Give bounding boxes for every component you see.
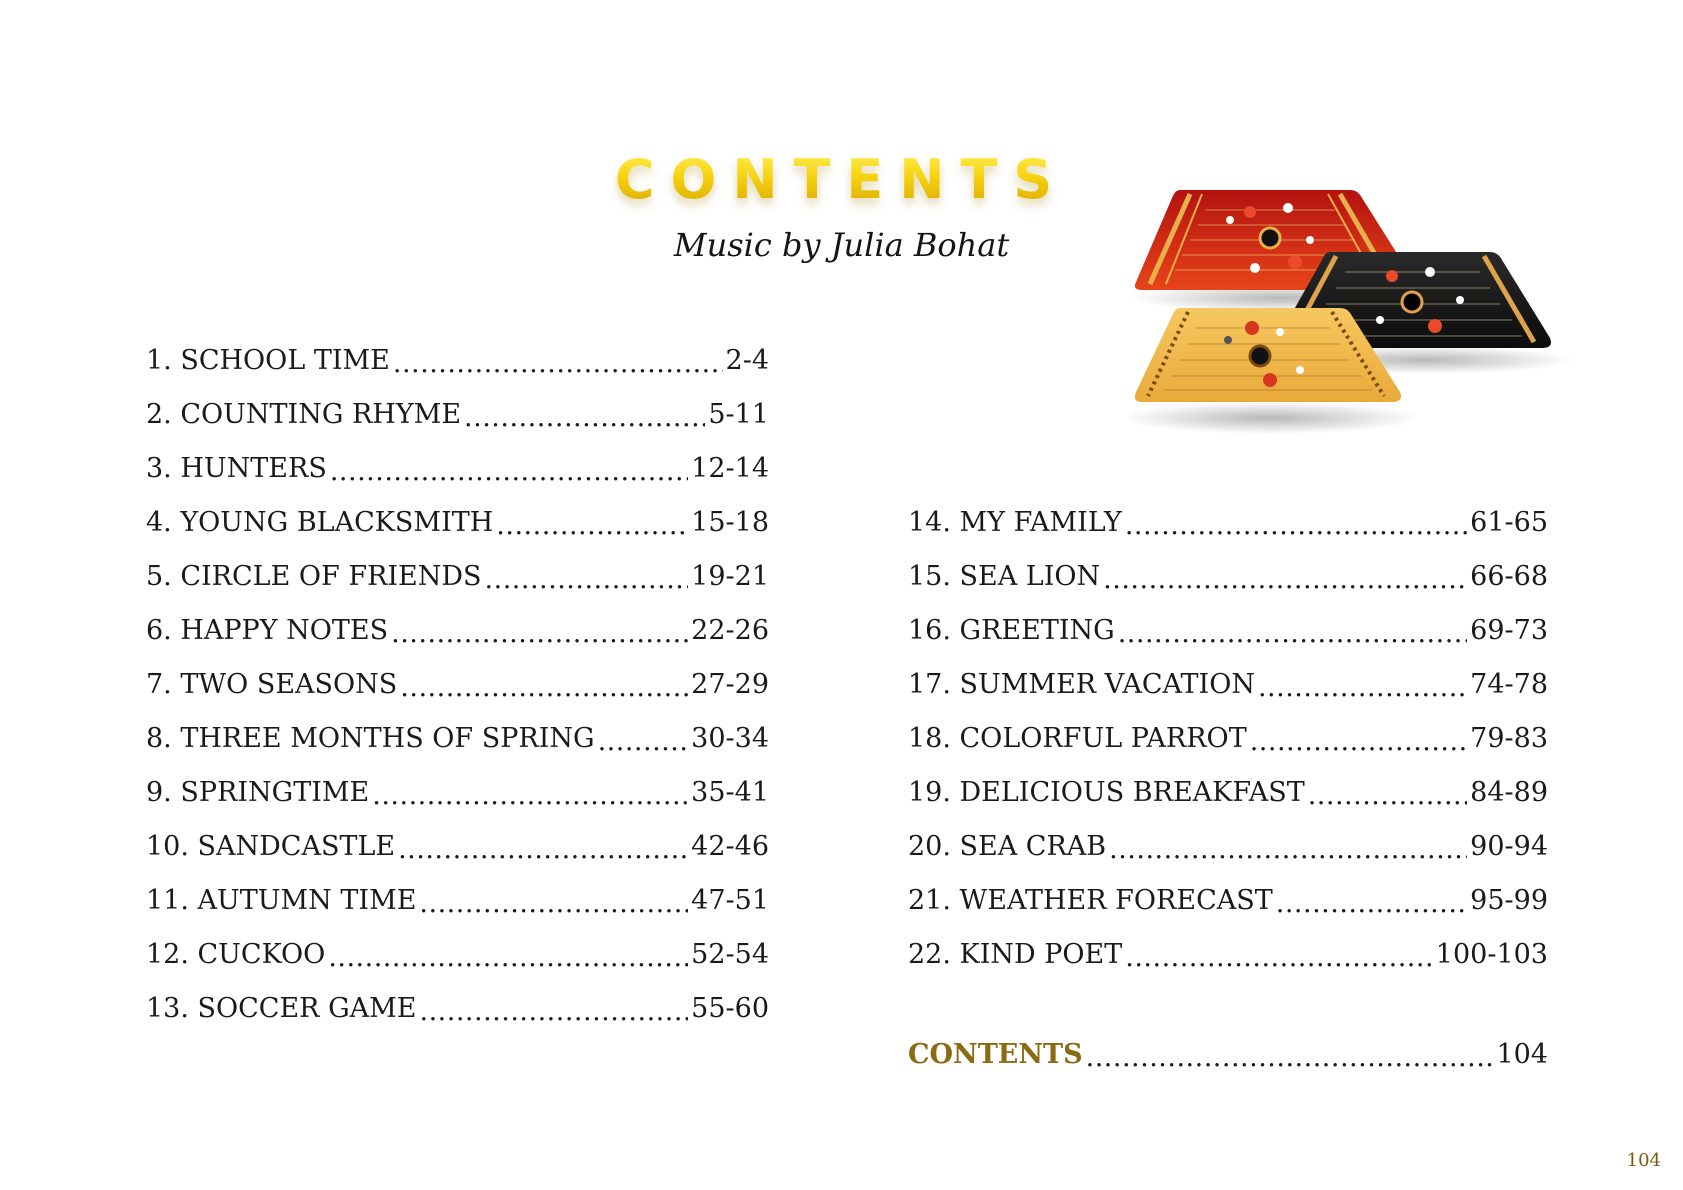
toc-entry[interactable]	[908, 873, 1548, 927]
toc-entry[interactable]	[146, 927, 769, 981]
toc-leader-dots	[1258, 672, 1467, 703]
toc-entry-title: 12. CUCKOO	[146, 938, 326, 970]
toc-entry[interactable]	[908, 927, 1548, 981]
toc-entry[interactable]	[908, 603, 1548, 657]
toc-entry-title: 19. DELICIOUS BREAKFAST	[908, 776, 1305, 808]
toc-entry-pages: 55-60	[691, 992, 769, 1024]
toc-leader-dots	[1118, 618, 1467, 649]
toc-leader-dots	[391, 618, 688, 649]
toc-leader-dots	[400, 672, 688, 703]
toc-entry[interactable]	[908, 711, 1548, 765]
toc-entry[interactable]	[146, 981, 769, 1035]
toc-contents-title: CONTENTS	[908, 1038, 1083, 1070]
toc-entry[interactable]	[908, 765, 1548, 819]
toc-entry-pages: 66-68	[1470, 560, 1548, 592]
toc-entry-title: 15. SEA LION	[908, 560, 1101, 592]
toc-entry[interactable]	[146, 657, 769, 711]
toc-entry[interactable]	[908, 657, 1548, 711]
toc-entry[interactable]	[146, 603, 769, 657]
toc-entry[interactable]	[146, 711, 769, 765]
toc-entry-title: 18. COLORFUL PARROT	[908, 722, 1247, 754]
toc-entry-title: 5. CIRCLE OF FRIENDS	[146, 560, 482, 592]
toc-entry[interactable]	[146, 441, 769, 495]
toc-entry[interactable]	[908, 549, 1548, 603]
toc-right-column	[908, 495, 1548, 981]
toc-entry-pages: 19-21	[691, 560, 769, 592]
toc-leader-dots	[464, 402, 705, 433]
toc-leader-dots	[598, 726, 689, 757]
toc-leader-dots	[1103, 564, 1467, 595]
toc-entry-pages: 42-46	[691, 830, 769, 862]
toc-leader-dots	[398, 834, 688, 865]
toc-entry[interactable]	[146, 333, 769, 387]
gusli-instruments-illustration	[1130, 180, 1570, 470]
toc-entry-title: 2. COUNTING RHYME	[146, 398, 462, 430]
toc-entry-pages: 100-103	[1435, 938, 1548, 970]
toc-entry-title: 4. YOUNG BLACKSMITH	[146, 506, 494, 538]
toc-leader-dots	[485, 564, 689, 595]
toc-entry-title: 7. TWO SEASONS	[146, 668, 398, 700]
toc-entry-title: 13. SOCCER GAME	[146, 992, 417, 1024]
toc-entry-pages: 27-29	[691, 668, 769, 700]
toc-entry-title: 8. THREE MONTHS OF SPRING	[146, 722, 595, 754]
toc-entry-pages: 15-18	[691, 506, 769, 538]
toc-entry-title: 16. GREETING	[908, 614, 1115, 646]
toc-leader-dots	[496, 510, 688, 541]
toc-contents-entry[interactable]	[908, 1027, 1548, 1081]
toc-leader-dots	[372, 780, 688, 811]
toc-entry-pages: 95-99	[1470, 884, 1548, 916]
toc-entry[interactable]	[146, 495, 769, 549]
toc-left-column	[146, 333, 769, 1035]
toc-leader-dots	[1125, 942, 1433, 973]
toc-leader-dots	[1125, 510, 1467, 541]
toc-entry-title: 9. SPRINGTIME	[146, 776, 370, 808]
toc-leader-dots	[1308, 780, 1467, 811]
toc-entry-title: 17. SUMMER VACATION	[908, 668, 1255, 700]
toc-entry[interactable]	[146, 819, 769, 873]
toc-entry-title: 21. WEATHER FORECAST	[908, 884, 1273, 916]
toc-entry-title: 22. KIND POET	[908, 938, 1123, 970]
toc-entry-pages: 35-41	[691, 776, 769, 808]
page-title: CONTENTS	[0, 148, 1683, 212]
toc-entry-pages: 61-65	[1470, 506, 1548, 538]
toc-leader-dots	[393, 348, 723, 379]
toc-entry-pages: 79-83	[1470, 722, 1548, 754]
toc-leader-dots	[1250, 726, 1467, 757]
toc-leader-dots	[330, 456, 688, 487]
toc-entry-pages: 22-26	[691, 614, 769, 646]
toc-leader-dots	[328, 942, 688, 973]
toc-entry[interactable]	[146, 873, 769, 927]
toc-entry[interactable]	[146, 549, 769, 603]
toc-entry-pages: 30-34	[691, 722, 769, 754]
toc-entry[interactable]	[146, 387, 769, 441]
toc-entry-pages: 90-94	[1470, 830, 1548, 862]
page-subtitle: Music by Julia Bohat	[673, 226, 1010, 264]
toc-entry-title: 20. SEA CRAB	[908, 830, 1107, 862]
toc-entry-pages: 52-54	[691, 938, 769, 970]
toc-entry-title: 11. AUTUMN TIME	[146, 884, 417, 916]
toc-entry-pages: 47-51	[691, 884, 769, 916]
toc-entry-title: 10. SANDCASTLE	[146, 830, 396, 862]
toc-entry-pages: 84-89	[1470, 776, 1548, 808]
toc-entry-title: 3. HUNTERS	[146, 452, 327, 484]
toc-entry-pages: 74-78	[1470, 668, 1548, 700]
toc-contents-pages: 104	[1496, 1038, 1548, 1070]
toc-entry[interactable]	[908, 495, 1548, 549]
toc-leader-dots	[1109, 834, 1467, 865]
toc-entry-title: 1. SCHOOL TIME	[146, 344, 390, 376]
toc-entry-title: 6. HAPPY NOTES	[146, 614, 389, 646]
toc-entry-pages: 12-14	[691, 452, 769, 484]
toc-leader-dots	[419, 888, 688, 919]
toc-entry-pages: 5-11	[708, 398, 769, 430]
toc-entry-pages: 69-73	[1470, 614, 1548, 646]
toc-entry[interactable]	[146, 765, 769, 819]
toc-entry-title: 14. MY FAMILY	[908, 506, 1122, 538]
toc-entry[interactable]	[908, 819, 1548, 873]
toc-leader-dots	[1086, 1042, 1494, 1073]
toc-leader-dots	[420, 996, 689, 1027]
page-number: 104	[1626, 1150, 1661, 1171]
toc-leader-dots	[1276, 888, 1467, 919]
toc-entry-pages: 2-4	[725, 344, 769, 376]
